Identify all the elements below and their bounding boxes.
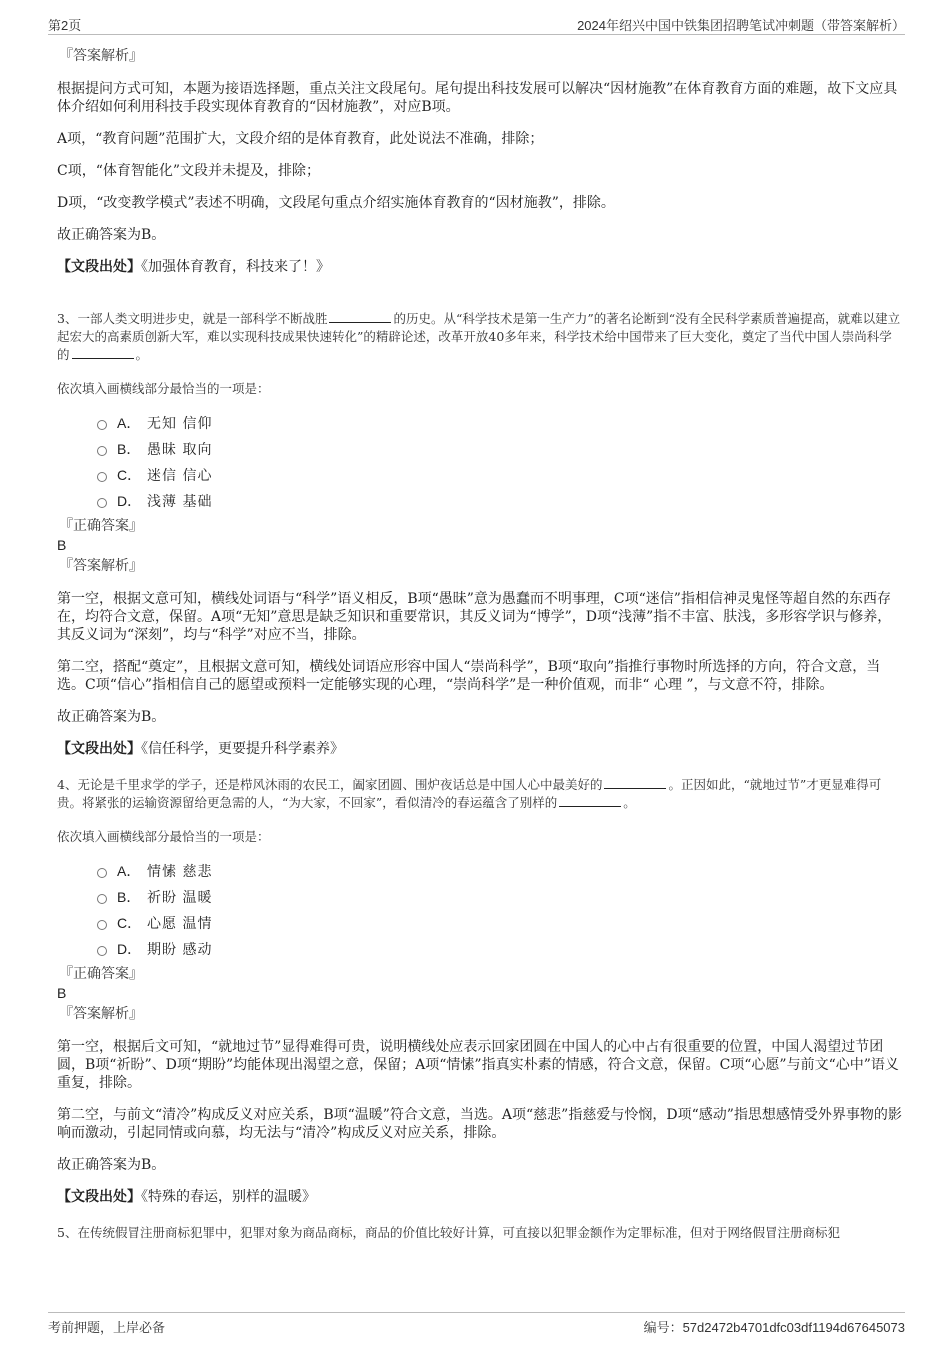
option-letter: D．	[117, 941, 142, 957]
q2-conclusion: 故正确答案为B。	[57, 227, 166, 243]
option-letter: B．	[117, 889, 141, 905]
q2-analysis-para-2: A项，“教育问题”范围扩大，文段介绍的是体育教育，此处说法不准确，排除；	[57, 131, 544, 147]
q3-source	[57, 740, 902, 758]
page-header	[48, 12, 905, 35]
option-text: 期盼 感动	[147, 942, 213, 958]
q3-stem-part-1: 3、一部人类文明进步史，就是一部科学不断战胜	[57, 311, 328, 326]
q2-analysis-para-3: C项，“体育智能化”文段并未提及，排除；	[57, 163, 321, 179]
q4-option-a[interactable]	[97, 858, 902, 884]
option-letter: A．	[117, 415, 141, 431]
q3-analysis-para-2: 第二空，搭配“奠定”，且根据文意可知，横线处词语应形容中国人“崇尚科学”，B项“取向”指推行事物时所选择的方向，符合文意，当选。C项“信心”指相信自己的愿望或预料一定能够实现的心理，“崇尚科学”是一种价值观，而非“ 心理 ”，与文意不符，排除。	[57, 659, 881, 693]
q3-prompt: 依次填入画横线部分最恰当的一项是：	[57, 381, 270, 396]
radio-icon[interactable]	[97, 446, 107, 456]
radio-icon[interactable]	[97, 946, 107, 956]
option-text: 祈盼 温暖	[147, 890, 213, 906]
q4-option-b[interactable]	[97, 884, 902, 910]
q3-conclusion: 故正确答案为B。	[57, 709, 166, 725]
q4-source	[57, 1188, 902, 1206]
q3-correct-value: B	[57, 537, 67, 553]
radio-icon[interactable]	[97, 498, 107, 508]
option-letter: C．	[117, 915, 142, 931]
option-letter: A．	[117, 863, 141, 879]
q4-blank-1	[604, 776, 666, 789]
q3-correct-label: 『正确答案』	[59, 518, 143, 534]
q5-stem: 5、在传统假冒注册商标犯罪中，犯罪对象为商品商标，商品的价值比较好计算，可直接以犯罪金额作为定罪标准，但对于网络假冒注册商标犯	[57, 1225, 840, 1240]
q3-option-d[interactable]	[97, 488, 902, 514]
q4-stem	[57, 772, 902, 812]
q2-source	[57, 258, 902, 276]
option-letter: C．	[117, 467, 142, 483]
q3-source-text: 《信任科学，更要提升科学素养》	[141, 741, 344, 757]
q4-stem-part-1: 4、无论是千里求学的学子，还是栉风沐雨的农民工，阖家团圆、围炉夜话总是中国人心中最美好的	[57, 777, 603, 792]
q3-stem-part-2: 的历史。从“科学技术是第一生产力”的著名论断到“没有全民科学素质普遍提高，就难以建立起宏大的高素质创新大军，难以实现科技成果快速转化”的精辟论述，改革开放40多年来，科学技术给中国带来了巨大变化，奠定了当代中国人崇尚科学的	[57, 311, 901, 362]
q3-options	[97, 410, 902, 514]
option-text: 浅薄 基础	[147, 494, 213, 510]
document-body	[57, 46, 902, 1242]
q3-analysis-para-1: 第一空，根据文意可知，横线处词语与“科学”语义相反，B项“愚昧”意为愚蠢而不明事理，C项“迷信”指相信神灵鬼怪等超自然的东西存在，均符合文意，保留。A项“无知”意思是缺乏知识和重要常识，其反义词为“博学”，D项“浅薄”指不丰富、肤浅，多形容学识与修养，其反义词为“深刻”，均与“科学”对应不当，排除。	[57, 591, 892, 643]
q4-prompt: 依次填入画横线部分最恰当的一项是：	[57, 829, 270, 844]
q4-analysis-para-2: 第二空，与前文“清冷”构成反义对应关系，B项“温暖”符合文意，当选。A项“慈悲”指慈爱与怜悯，D项“感动”指思想感情受外界事物的影响而激动，引起同情或向慕，均无法与“清冷”构成反义对应关系，排除。	[57, 1107, 902, 1141]
q3-option-a[interactable]	[97, 410, 902, 436]
q4-blank-2	[559, 794, 621, 807]
q4-correct-value: B	[57, 985, 67, 1001]
q4-correct-label: 『正确答案』	[59, 966, 143, 982]
q3-stem-part-3: 。	[135, 347, 149, 362]
q2-analysis-para-1: 根据提问方式可知，本题为接语选择题，重点关注文段尾句。尾句提出科技发展可以解决“因材施教”在体育教育方面的难题，故下文应具体介绍如何利用科技手段实现体育教育的“因材施教”，对应B项。	[57, 81, 898, 115]
q4-source-tag: 【文段出处】	[57, 1189, 141, 1205]
q2-analysis-label: 『答案解析』	[59, 48, 143, 64]
option-text: 愚昧 取向	[147, 442, 213, 458]
q3-stem	[57, 306, 902, 364]
option-text: 心愿 温情	[147, 916, 213, 932]
q2-analysis-para-4: D项，“改变教学模式”表述不明确，文段尾句重点介绍实施体育教育的“因材施教”，排除。	[57, 195, 615, 211]
option-text: 无知 信仰	[147, 416, 213, 432]
radio-icon[interactable]	[97, 868, 107, 878]
q4-analysis-label: 『答案解析』	[59, 1006, 143, 1022]
option-letter: B．	[117, 441, 141, 457]
document-id: 编号：57d2472b4701dfc03df1194d67645073	[643, 1320, 905, 1335]
q4-conclusion: 故正确答案为B。	[57, 1157, 166, 1173]
document-title: 2024年绍兴中国中铁集团招聘笔试冲刺题（带答案解析）	[577, 18, 905, 33]
q2-source-text: 《加强体育教育，科技来了！》	[141, 259, 330, 275]
q3-option-c[interactable]	[97, 462, 902, 488]
radio-icon[interactable]	[97, 894, 107, 904]
page-footer	[48, 1312, 905, 1335]
q2-source-tag: 【文段出处】	[57, 259, 141, 275]
radio-icon[interactable]	[97, 472, 107, 482]
q4-option-c[interactable]	[97, 910, 902, 936]
option-text: 情愫 慈悲	[147, 864, 213, 880]
page-number: 第2页	[48, 18, 82, 33]
radio-icon[interactable]	[97, 420, 107, 430]
q4-option-d[interactable]	[97, 936, 902, 962]
q3-source-tag: 【文段出处】	[57, 741, 141, 757]
radio-icon[interactable]	[97, 920, 107, 930]
q3-analysis-label: 『答案解析』	[59, 558, 143, 574]
q4-source-text: 《特殊的春运，别样的温暖》	[141, 1189, 316, 1205]
option-letter: D．	[117, 493, 142, 509]
q4-analysis-para-1: 第一空，根据后文可知，“就地过节”显得难得可贵，说明横线处应表示回家团圆在中国人的心中占有很重要的位置，中国人渴望过节团圆，B项“祈盼”、D项“期盼”均能体现出渴望之意，保留；A项“情愫”指真实朴素的情感，符合文意，保留。C项“心愿”与前文“心中”语义重复，排除。	[57, 1039, 899, 1091]
option-text: 迷信 信心	[147, 468, 213, 484]
q3-option-b[interactable]	[97, 436, 902, 462]
q4-stem-part-2: 。正因如此，“就地过节”才更显难得可贵。将紧张的运输资源留给更急需的人，“为大家，不回家”，看似清冷的春运蕴含了别样的	[57, 777, 882, 810]
footer-slogan: 考前押题，上岸必备	[48, 1320, 166, 1335]
q4-stem-part-3: 。	[623, 795, 636, 810]
q3-blank-1	[329, 310, 391, 323]
q3-blank-2	[72, 346, 134, 359]
q4-options	[97, 858, 902, 962]
